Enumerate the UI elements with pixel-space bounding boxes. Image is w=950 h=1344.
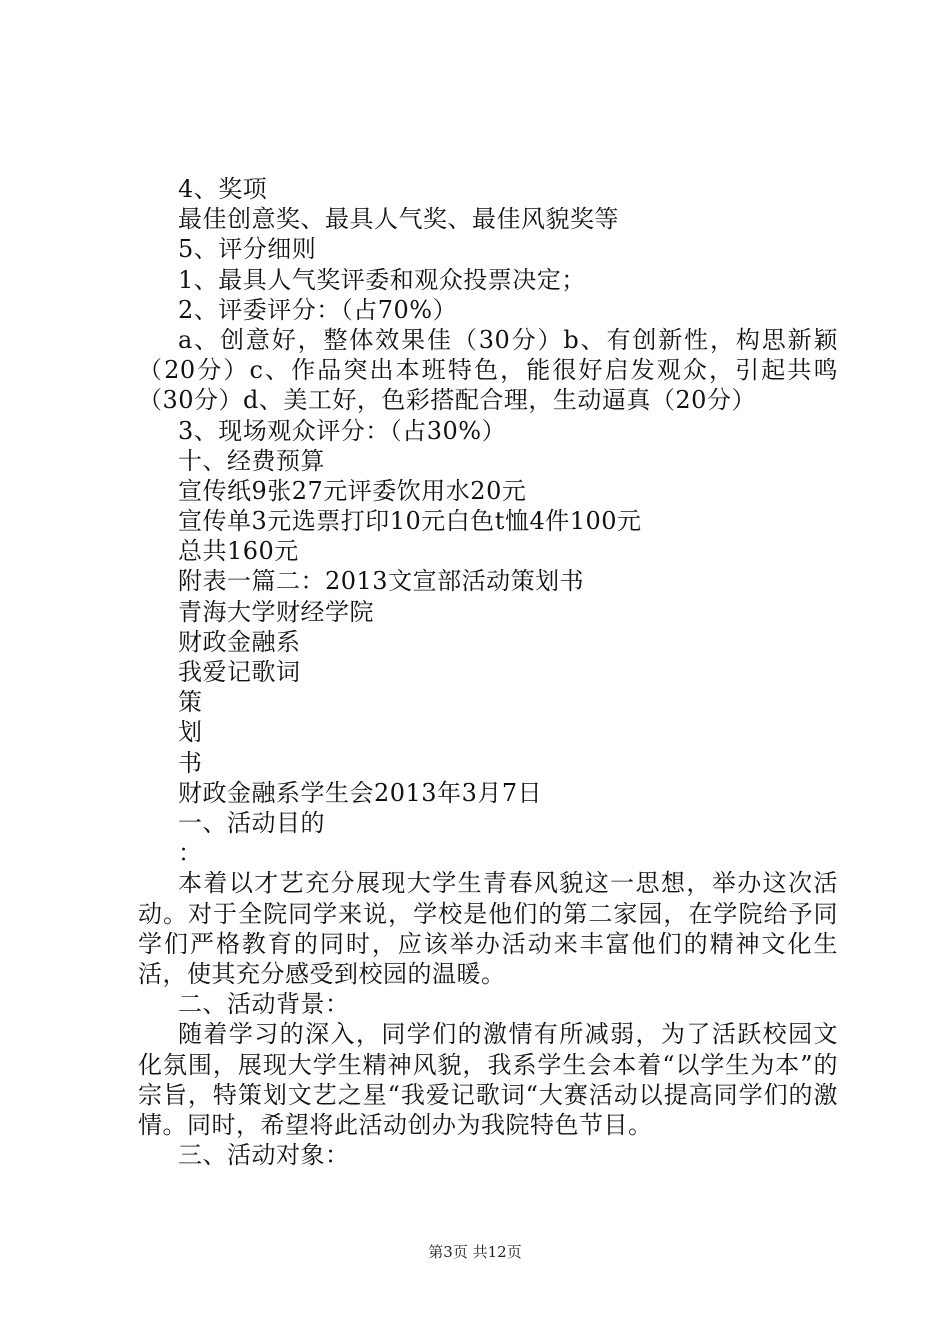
section-heading-scoring: 5、评分细则: [178, 235, 317, 264]
title-char-1: 策: [178, 688, 203, 717]
title-char-2: 划: [178, 718, 203, 747]
scoring-criteria-paragraph: a、创意好，整体效果佳（30分）b、有创新性，构思新颖（20分）c、作品突出本班特色，能很好启发观众，引起共鸣（30分）d、美工好，色彩搭配合理，生动逼真（20分）: [138, 325, 838, 415]
purpose-colon: ：: [178, 839, 203, 868]
author-date-line: 财政金融系学生会2013年3月7日: [178, 778, 543, 807]
background-paragraph: 随着学习的深入，同学们的激情有所减弱，为了活跃校园文化氛围，展现大学生精神风貌，我系学生会本着“以学生为本”的宗旨，特策划文艺之星“我爱记歌词“大赛活动以提高同学们的激情。同时，希望将此活动创办为我院特色节目。: [138, 1020, 838, 1139]
budget-total: 总共160元: [178, 537, 299, 566]
title-char-3: 书: [178, 748, 203, 777]
section-heading-awards: 4、奖项: [178, 175, 268, 203]
budget-line-1: 宣传纸9张27元评委饮用水20元: [178, 476, 527, 505]
section-heading-budget: 十、经费预算: [178, 446, 325, 475]
document-body: [138, 174, 838, 1170]
section-heading-audience: 三、活动对象：: [178, 1141, 350, 1170]
budget-line-2: 宣传单3元选票打印10元白色t恤4件100元: [178, 507, 642, 536]
scoring-rule-2: 2、评委评分：（占70%）: [178, 295, 458, 324]
event-name: 我爱记歌词: [178, 658, 301, 687]
institution-name: 青海大学财经学院: [178, 597, 374, 626]
scoring-rule-3: 3、现场观众评分：（占30%）: [178, 416, 507, 445]
appendix-title: 附表一篇二：2013文宣部活动策划书: [178, 567, 585, 596]
purpose-paragraph: 本着以才艺充分展现大学生青春风貌这一思想，举办这次活动。对于全院同学来说，学校是他们的第二家园，在学院给予同学们严格教育的同时，应该举办活动来丰富他们的精神文化生活，使其充分感受到校园的温暖。: [138, 869, 838, 988]
section-heading-background: 二、活动背景：: [178, 990, 350, 1019]
page-footer: 第3页 共12页: [428, 1243, 522, 1261]
department-name: 财政金融系: [178, 627, 301, 656]
scoring-rule-1: 1、最具人气奖评委和观众投票决定；: [178, 265, 586, 294]
awards-list: 最佳创意奖、最具人气奖、最佳风貌奖等: [178, 205, 619, 234]
section-heading-purpose: 一、活动目的: [178, 808, 325, 837]
